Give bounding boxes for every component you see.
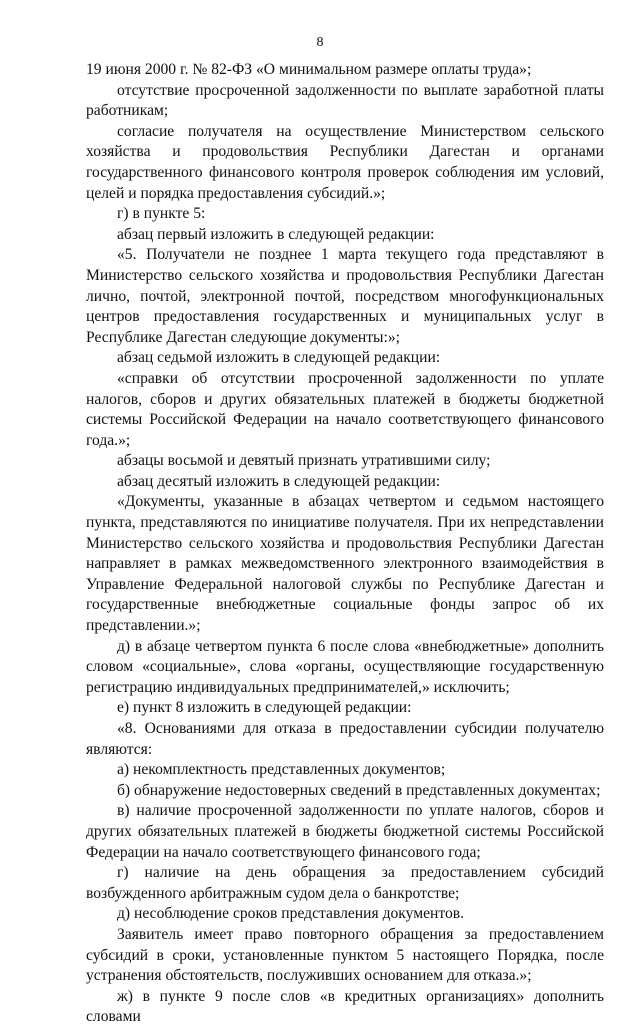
paragraph: согласие получателя на осуществление Министерством сельского хозяйства и продовольствия Республики Дагестан и органами государственного финансового контроля проверок соблюдения им условий, целей и порядка предоставления субсидий.»; (86, 122, 604, 202)
paragraph: абзац десятый изложить в следующей редакции: (117, 472, 441, 490)
paragraph: б) обнаружение недостоверных сведений в представленных документах; (117, 781, 601, 799)
paragraph: в) наличие просроченной задолженности по уплате налогов, сборов и других обязательных платежей в бюджеты бюджетной системы Российской Федерации на начало соответствующего финансового года; (86, 802, 604, 861)
paragraph: абзацы восьмой и девятый признать утратившими силу; (117, 452, 491, 470)
paragraph: е) пункт 8 изложить в следующей редакции: (117, 699, 412, 717)
paragraph: абзац седьмой изложить в следующей редакции: (117, 349, 441, 367)
paragraph: ж) в пункте 9 после слов «в кредитных организациях» дополнить словами (86, 987, 604, 1026)
paragraph: «справки об отсутствии просроченной задолженности по уплате налогов, сборов и других обязательных платежей в бюджеты бюджетной системы Российской Федерации на начало соответствующего финансового года.»; (86, 369, 604, 449)
paragraph: Заявитель имеет право повторного обращения за предоставлением субсидий в сроки, установленные пунктом 5 настоящего Порядка, после устранения обстоятельств, послуживших основанием для отказа.»; (86, 925, 604, 985)
paragraph: «Документы, указанные в абзацах четвертом и седьмом настоящего пункта, представляются по инициативе получателя. При их непредставлении Министерство сельского хозяйства и продовольствия Республики Дагестан направляет в рамках межведомственного электронного взаимодействия в Управление Федеральной налоговой службы по Республике Дагестан и государственные внебюджетные социальные фонды запрос об их представлении.»; (86, 493, 604, 635)
document-body (86, 60, 604, 1028)
paragraph: г) в пункте 5: (117, 205, 206, 223)
paragraph: абзац первый изложить в следующей редакции: (117, 225, 435, 243)
paragraph: д) несоблюдение сроков представления документов. (117, 905, 465, 923)
paragraph: «5. Получатели не позднее 1 марта текущего года представляют в Министерство сельского хозяйства и продовольствия Республики Дагестан лично, почтой, электронной почтой, посредством многофункциональных центров предоставления государственных и муниципальных услуг в Республике Дагестан следующие документы:»; (86, 246, 604, 346)
paragraph: «8. Основаниями для отказа в предоставлении субсидии получателю являются: (86, 720, 604, 758)
paragraph: 19 июня 2000 г. № 82-ФЗ «О минимальном размере оплаты труда»; (86, 61, 532, 78)
paragraph: отсутствие просроченной задолженности по выплате заработной платы работникам; (86, 81, 604, 120)
paragraph: а) некомплектность представленных документов; (117, 761, 446, 779)
paragraph: д) в абзаце четвертом пункта 6 после слова «внебюджетные» дополнить словом «социальные», слова «органы, осуществляющие государственную регистрацию индивидуальных предпринимателей,» исключить; (86, 637, 604, 696)
page-number: 8 (316, 35, 324, 50)
paragraph: г) наличие на день обращения за предоставлением субсидий возбужденного арбитражным судом дела о банкротстве; (86, 864, 604, 902)
